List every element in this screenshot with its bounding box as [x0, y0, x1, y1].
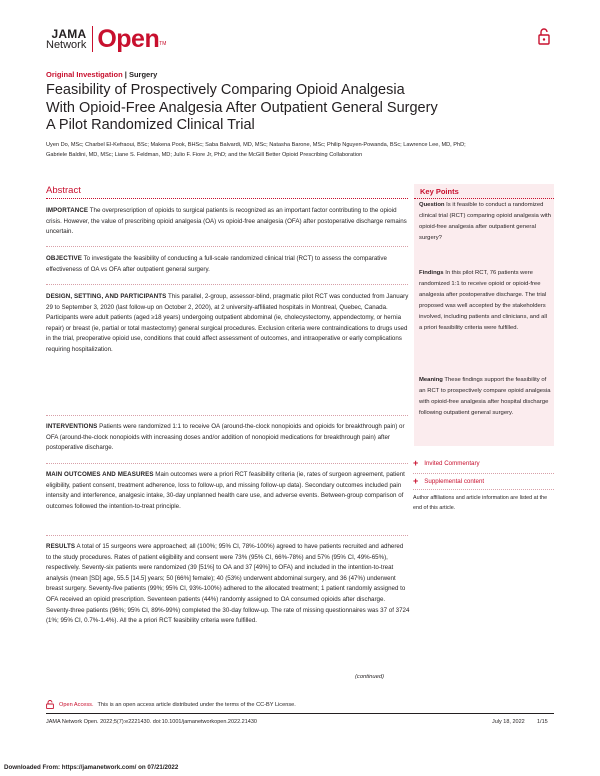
affiliations-note: Author affiliations and article information are listed at the end of this article.: [413, 495, 548, 511]
links-divider: [413, 473, 554, 474]
plus-icon: +: [413, 476, 419, 486]
section-separator: |: [124, 70, 129, 79]
plus-icon: +: [413, 458, 419, 468]
outcomes-text: Main outcomes were a priori RCT feasibility criteria (ie, rates of surgeon agreement, patient eligibility, patient consent, treatment adherence, loss to follow-up, and missing follow-up data). Secondary outcomes included pain intensity and interference, analgesic intake, 30-day unplanned health care use, and adverse events. Between-group comparison of outcomes followed the intention-to-treat principle.: [46, 471, 405, 510]
abstract-divider: [46, 246, 408, 247]
logo-divider: [92, 26, 93, 52]
findings-text: In this pilot RCT, 76 patients were randomized 1:1 to receive opioid or opioid-free analgesia after postoperative discharge. The trial proposed was well accepted by the stakeholders involved, including patients and clinicians, and all a priori feasibility criteria were fulfilled.: [419, 270, 548, 331]
abstract-divider: [46, 463, 408, 464]
question-label: Question: [419, 202, 445, 208]
abstract-divider: [46, 284, 408, 285]
article-section-line: [46, 70, 157, 79]
authors-line-1: Uyen Do, MSc; Charbel El-Kefraoui, BSc; Makena Pook, BHSc; Saba Balvardi, MD, MSc; Natasha Barone, MSc; Philip Nguyen-Powanda, BSc; Lawrence Lee, MD, PhD;: [46, 142, 466, 148]
article-section[interactable]: Surgery: [128, 70, 158, 79]
importance-text: The overprescription of opioids to surgical patients is recognized as an important factor contributing to the opioid crisis. However, the value of prescribing opioid analgesia (OA) vs opioid-free analgesia (OFA) after postoperative discharge remains uncertain.: [46, 207, 407, 236]
key-points-meaning: [419, 375, 551, 419]
article-type[interactable]: Original Investigation: [46, 70, 123, 79]
interventions-label: INTERVENTIONS: [46, 423, 98, 430]
design-text: This parallel, 2-group, assessor-blind, pragmatic pilot RCT was conducted from January 29 to September 3, 2020 (last follow-up on October 2, 2020), at 2 university-affiliated hospitals in Montreal, Quebec, Canada. Participants were adult patients (aged ≥18 years) undergoing outpatient abdominal (ie, cholecystectomy, appendectomy, or hernia repair) or breast (ie, partial or total mastectomy) general surgical procedures. Exclusion criteria were contraindications to drugs used in the trial, preoperative opioid use, conditions that could affect assessment of outcomes, and intraoperative or early complications requiring hospitalization.: [46, 293, 409, 353]
open-access-label[interactable]: Open Access.: [59, 701, 94, 708]
invited-commentary-link[interactable]: [413, 459, 480, 468]
meaning-label: Meaning: [419, 377, 443, 383]
key-points-divider: [414, 198, 554, 199]
continued-note: (continued): [355, 674, 385, 680]
invited-commentary-label[interactable]: Invited Commentary: [424, 460, 480, 467]
download-stamp: Downloaded From: https://jamanetwork.com/ on 07/21/2022: [4, 764, 179, 771]
open-access-notice: [46, 700, 296, 709]
article-title: [46, 81, 546, 117]
findings-label: Findings: [419, 270, 444, 276]
abstract-divider: [46, 415, 408, 416]
abstract-results: [46, 542, 410, 627]
links-divider: [413, 489, 554, 490]
objective-label: OBJECTIVE: [46, 255, 82, 262]
logo-jama: JAMA: [51, 26, 87, 41]
logo-open: Open: [97, 24, 160, 53]
logo-network: Network: [46, 38, 87, 51]
abstract-design: [46, 292, 410, 356]
page-number: 1/15: [537, 719, 548, 725]
abstract-objective: [46, 254, 410, 275]
citation: JAMA Network Open. 2022;5(7):e2221430. doi:10.1001/jamanetworkopen.2022.21430: [46, 719, 257, 725]
open-access-lock-icon: [538, 27, 550, 45]
footer-divider: [46, 713, 554, 714]
logo-wordmark: [46, 28, 86, 51]
title-line-1: Feasibility of Prospectively Comparing Opioid Analgesia: [46, 82, 405, 98]
open-access-text: This is an open access article distributed under the terms of the CC-BY License.: [97, 701, 296, 708]
key-points-findings: [419, 268, 551, 334]
article-subtitle: A Pilot Randomized Clinical Trial: [46, 117, 255, 133]
abstract-divider: [46, 198, 408, 199]
results-text: A total of 15 surgeons were approached; all (100%; 95% CI, 78%-100%) agreed to have patients recruited and adhered to the study procedures. Rates of patient eligibility and consent were 73% (95% CI, 66%-78%) and 57% (95% CI, 49%-65%), respectively. Seventy-six patients were randomized (39 [51%] to OA and 37 [49%] to OFA) and included in the intention-to-treat analysis (mean [SD] age, 55.5 [14.5] years; 50 [66%] female); 40 (53%) underwent abdominal surgery, and 36 (47%) underwent breast surgery. Seventy-five patients (99%; 95% CI, 93%-100%) adhered to the allocated treatment; 1 patient randomly assigned to OFA received an opioid prescription. Seventeen patients (44%) randomly assigned to OA consumed opioids after discharge. Seventy-three patients (96%; 95% CI, 89%-99%) completed the 30-day follow-up. The rate of missing questionnaires was 37 of 3724 (1%; 95% CI, 0.7%-1.4%). All the a priori RCT feasibility criteria were fulfilled.: [46, 543, 410, 625]
interventions-text: Patients were randomized 1:1 to receive OA (around-the-clock nonopioids and opioids for breakthrough pain) or OFA (around-the-clock nonopioids with increasing doses and/or addition of nonopioid medications for breakthrough pain) after postoperative discharge.: [46, 423, 405, 452]
abstract-outcomes: [46, 470, 410, 512]
key-points-question: [419, 200, 551, 244]
importance-label: IMPORTANCE: [46, 207, 89, 214]
authors-line-2: Gabriele Baldini, MD, MSc; Liane S. Feldman, MD; Julio F. Fiore Jr, PhD; and the McGill Better Opioid Prescribing Collaboration: [46, 151, 363, 158]
title-line-2: With Opioid-Free Analgesia After Outpatient General Surgery: [46, 100, 438, 116]
publication-date: July 18, 2022: [492, 719, 525, 725]
meaning-text: These findings support the feasibility of an RCT to prospectively compare opioid analgesia with opioid-free analgesia after hospital discharge following outpatient general surgery.: [419, 377, 551, 416]
abstract-importance: [46, 206, 410, 238]
author-list: [46, 141, 556, 160]
jama-network-open-logo[interactable]: [46, 21, 166, 57]
design-label: DESIGN, SETTING, AND PARTICIPANTS: [46, 293, 167, 300]
supplemental-content-link[interactable]: [413, 477, 484, 486]
logo-trademark: TM: [159, 41, 167, 47]
results-label: RESULTS: [46, 543, 76, 550]
abstract-interventions: [46, 422, 410, 454]
abstract-heading: Abstract: [46, 185, 81, 196]
abstract-divider: [46, 535, 408, 536]
objective-text: To investigate the feasibility of conducting a full-scale randomized clinical trial (RCT) to assess the comparative effectiveness of OA vs OFA after outpatient general surgery.: [46, 255, 387, 273]
key-points-heading: Key Points: [420, 187, 459, 196]
supplemental-content-label[interactable]: Supplemental content: [424, 478, 485, 485]
outcomes-label: MAIN OUTCOMES AND MEASURES: [46, 471, 154, 478]
open-access-lock-icon: [46, 700, 54, 709]
question-text: Is it feasible to conduct a randomized clinical trial (RCT) comparing opioid analgesia with opioid-free analgesia after outpatient general surgery?: [419, 202, 551, 241]
